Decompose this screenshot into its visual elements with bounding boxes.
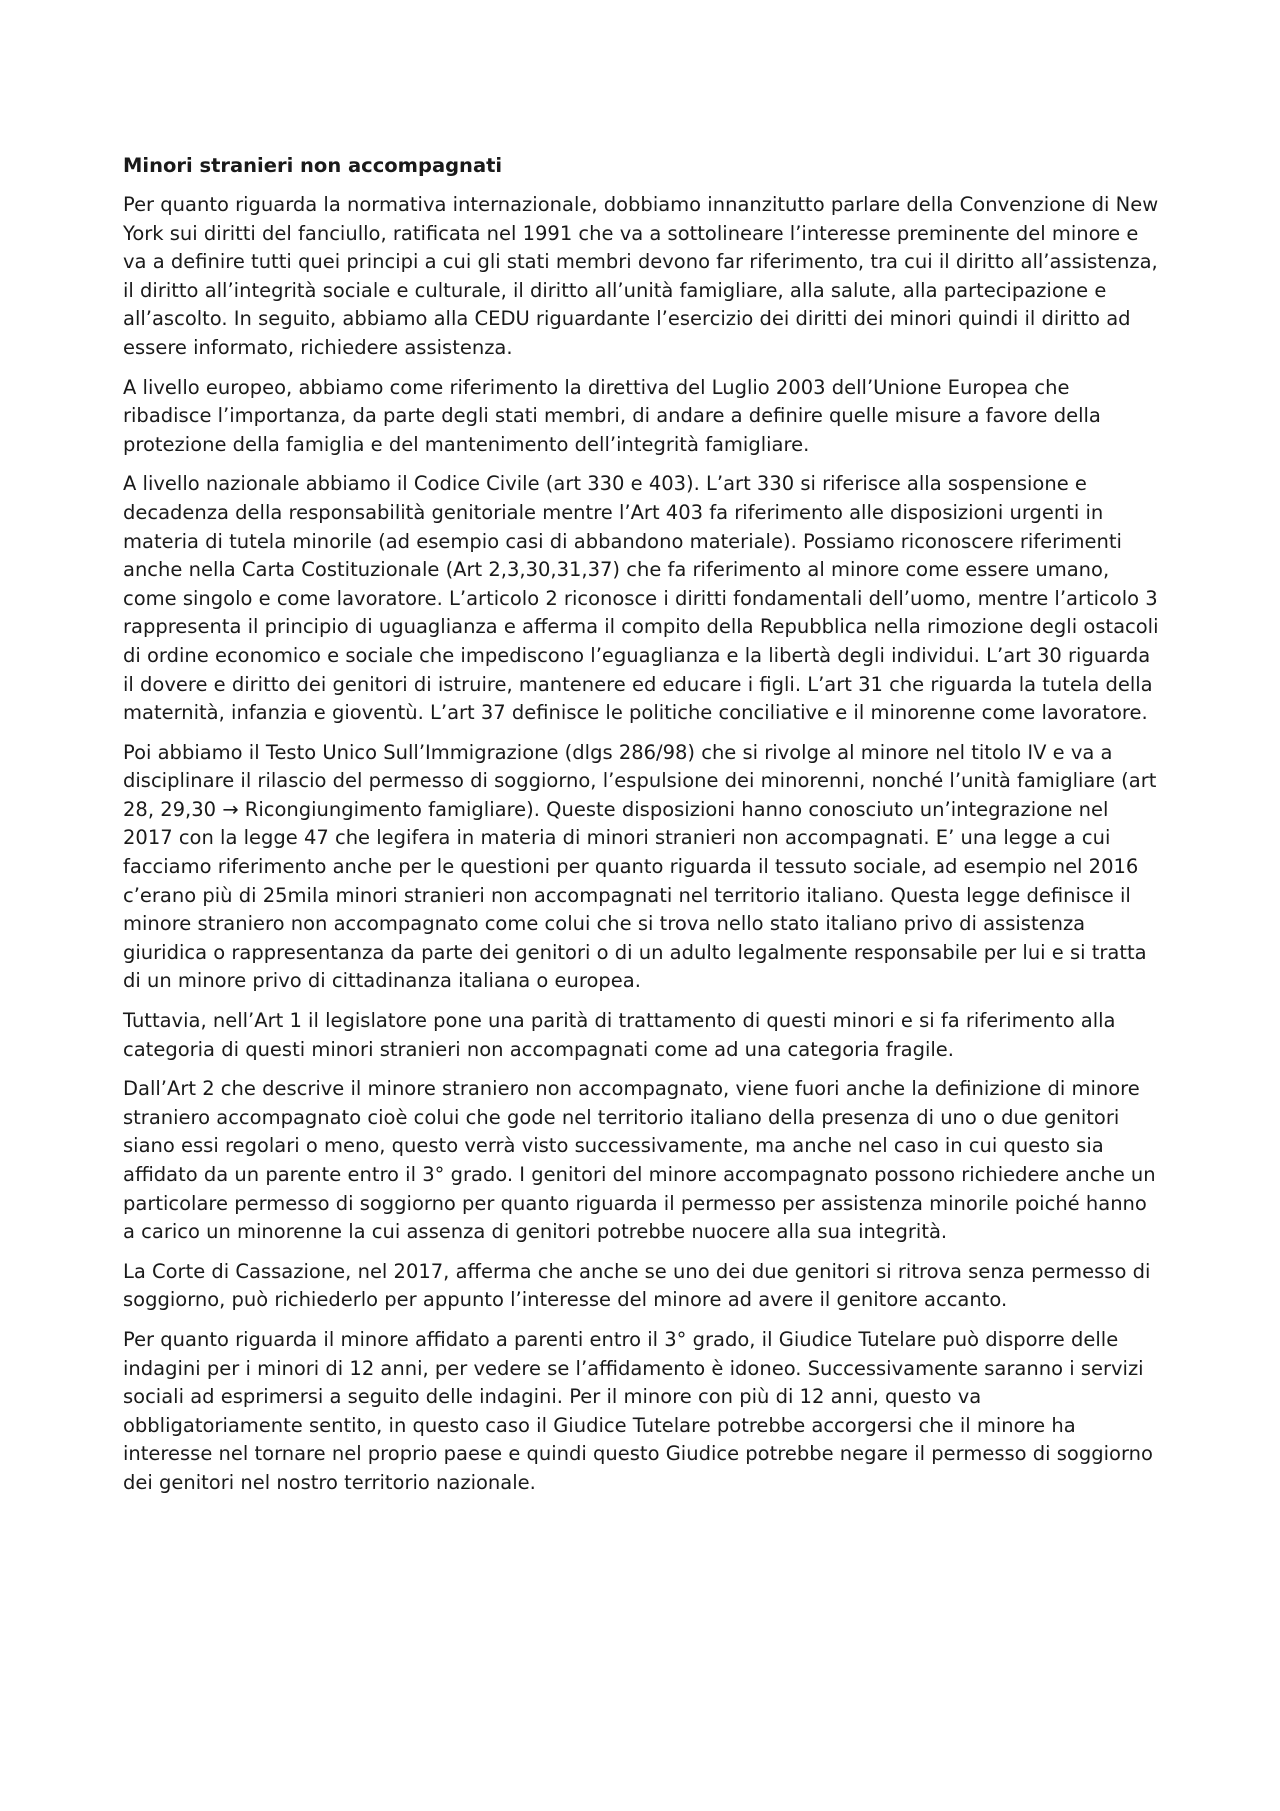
paragraph-art-2: Dall’Art 2 che descrive il minore straniero non accompagnato, viene fuori anche la definizione di minore straniero accompagnato cioè colui che gode nel territorio italiano della presenza di uno o due genitori siano essi regolari o meno, questo verrà visto successivamente, ma anche nel caso in cui questo sia affidato da un parente entro il 3° grado. I genitori del minore accompagnato possono richiedere anche un particolare permesso di soggiorno per quanto riguarda il permesso per assistenza minorile poiché hanno a carico un minorenne la cui assenza di genitori potrebbe nuocere alla sua integrità. xyxy=(123,1077,1156,1244)
paragraph-national-law: A livello nazionale abbiamo il Codice Civile (art 330 e 403). L’art 330 si riferisce alla sospensione e decadenza della responsabilità genitoriale mentre l’Art 403 fa riferimento alle disposizioni urgenti in materia di tutela minorile (ad esempio casi di abbandono materiale). Possiamo riconoscere riferimenti anche nella Carta Costituzionale (Art 2,3,30,31,37) che fa riferimento al minore come essere umano, come singolo e come lavoratore. L’articolo 2 riconosce i diritti fondamentali dell’uomo, mentre l’articolo 3 rappresenta il principio di uguaglianza e afferma il compito della Repubblica nella rimozione degli ostacoli di ordine economico e sociale che impediscono l’eguaglianza e la libertà degli individui. L’art 30 riguarda il dovere e diritto dei genitori di istruire, mantenere ed educare i figli. L’art 31 che riguarda la tutela della maternità, infanzia e gioventù. L’art 37 definisce le politiche conciliative e il minorenne come lavoratore. xyxy=(123,472,1159,725)
paragraph-international-law: Per quanto riguarda la normativa internazionale, dobbiamo innanzitutto parlare della Convenzione di New York sui diritti del fanciullo, ratificata nel 1991 che va a sottolineare l’interesse preminente del minore e va a definire tutti quei principi a cui gli stati membri devono far riferimento, tra cui il diritto all’assistenza, il diritto all’integrità sociale e culturale, il diritto all’unità famigliare, alla salute, alla partecipazione e all’ascolto. In seguito, abbiamo alla CEDU riguardante l’esercizio dei diritti dei minori quindi il diritto ad essere informato, richiedere assistenza. xyxy=(123,193,1159,359)
paragraph-immigration-law: Poi abbiamo il Testo Unico Sull’Immigrazione (dlgs 286/98) che si rivolge al minore nel titolo IV e va a disciplinare il rilascio del permesso di soggiorno, l’espulsione dei minorenni, nonché l’unità famigliare (art 28, 29,30 → Ricongiungimento famigliare). Queste disposizioni hanno conosciuto un’integrazione nel 2017 con la legge 47 che legifera in materia di minori stranieri non accompagnati. E’ una legge a cui facciamo riferimento anche per le questioni per quanto riguarda il tessuto sociale, ad esempio nel 2016 c’erano più di 25mila minori stranieri non accompagnati nel territorio italiano. Questa legge definisce il minore straniero non accompagnato come colui che si trova nello stato italiano privo di assistenza giuridica o rappresentanza da parte dei genitori o di un adulto legalmente responsabile per lui e si tratta di un minore privo di cittadinanza italiana o europea. xyxy=(123,740,1157,993)
paragraph-european-law: A livello europeo, abbiamo come riferimento la direttiva del Luglio 2003 dell’Unione Europea che ribadisce l’importanza, da parte degli stati membri, di andare a definire quelle misure a favore della protezione della famiglia e del mantenimento dell’integrità famigliare. xyxy=(123,375,1101,456)
paragraph-art-1: Tuttavia, nell’Art 1 il legislatore pone una parità di trattamento di questi minori e si fa riferimento alla categoria di questi minori stranieri non accompagnati come ad una categoria fragile. xyxy=(123,1009,1116,1061)
paragraph-cassation: La Corte di Cassazione, nel 2017, afferma che anche se uno dei due genitori si ritrova senza permesso di soggiorno, può richiederlo per appunto l’interesse del minore ad avere il genitore accanto. xyxy=(123,1259,1151,1312)
paragraph-tutelary-judge: Per quanto riguarda il minore affidato a parenti entro il 3° grado, il Giudice Tutelare può disporre delle indagini per i minori di 12 anni, per vedere se l’affidamento è idoneo. Successivamente saranno i servizi sociali ad esprimersi a seguito delle indagini. Per il minore con più di 12 anni, questo va obbligatoriamente sentito, in questo caso il Giudice Tutelare potrebbe accorgersi che il minore ha interesse nel tornare nel proprio paese e quindi questo Giudice potrebbe negare il permesso di soggiorno dei genitori nel nostro territorio nazionale. xyxy=(123,1327,1153,1494)
document-title: Minori stranieri non accompagnati xyxy=(123,154,503,177)
document-page xyxy=(123,152,1163,1509)
